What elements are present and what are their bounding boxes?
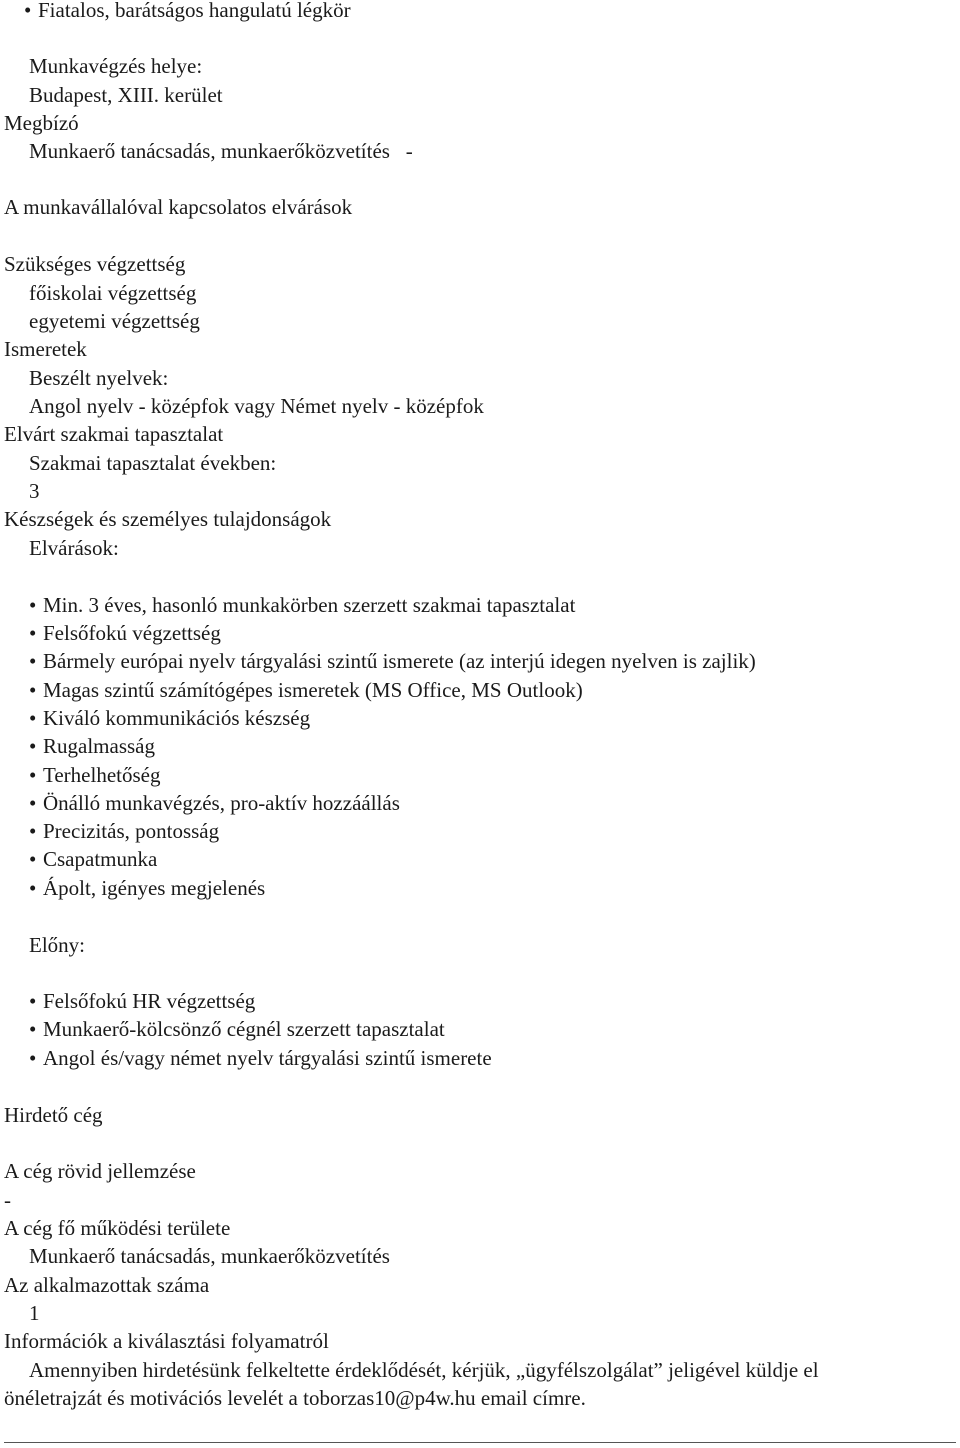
list-item-text: Min. 3 éves, hasonló munkakörben szerzett szakmai tapasztalat	[43, 593, 576, 617]
list-item-text: Ápolt, igényes megjelenés	[43, 876, 266, 900]
bullet-icon: •	[29, 1017, 37, 1041]
bullet-icon: •	[29, 649, 37, 673]
bullet-icon: •	[29, 706, 37, 730]
bullet-icon: •	[29, 876, 37, 900]
languages-label: Beszélt nyelvek:	[29, 366, 169, 390]
advertiser-heading: Hirdető cég	[4, 1103, 103, 1127]
list-item	[29, 647, 756, 675]
requirements-heading: A munkavállalóval kapcsolatos elvárások	[4, 195, 353, 219]
bullet-icon: •	[29, 819, 37, 843]
bullet-icon: •	[29, 734, 37, 758]
list-item-text: Precizitás, pontosság	[43, 819, 220, 843]
list-item-text: Fiatalos, barátságos hangulatú légkör	[38, 0, 351, 22]
bullet-icon: •	[29, 621, 37, 645]
experience-value: 3	[29, 479, 40, 503]
bullet-icon: •	[29, 1046, 37, 1070]
experience-heading: Elvárt szakmai tapasztalat	[4, 422, 224, 446]
education-item: egyetemi végzettség	[29, 309, 200, 333]
skills-heading: Készségek és személyes tulajdonságok	[4, 507, 332, 531]
bullet-icon: •	[29, 989, 37, 1013]
expectations-label: Elvárások:	[29, 536, 119, 560]
list-item-text: Felsőfokú végzettség	[43, 621, 221, 645]
list-item-text: Rugalmasság	[43, 734, 155, 758]
main-activity-heading: A cég fő működési területe	[4, 1216, 231, 1240]
list-item	[29, 676, 583, 704]
list-item	[29, 704, 310, 732]
client-value: Munkaerő tanácsadás, munkaerőközvetítés -	[29, 139, 413, 163]
list-item	[29, 1015, 445, 1043]
company-description-heading: A cég rövid jellemzése	[4, 1159, 196, 1183]
list-item-text: Magas szintű számítógépes ismeretek (MS Office, MS Outlook)	[43, 678, 583, 702]
list-item-text: Angol és/vagy német nyelv tárgyalási szintű ismerete	[43, 1046, 492, 1070]
bullet-icon: •	[29, 763, 37, 787]
list-item	[29, 732, 155, 760]
list-item-text: Bármely európai nyelv tárgyalási szintű ismerete (az interjú idegen nyelven is zajlik)	[43, 649, 756, 673]
bullet-icon: •	[29, 847, 37, 871]
list-item-text: Terhelhetőség	[43, 763, 161, 787]
workplace-value: Budapest, XIII. kerület	[29, 83, 223, 107]
list-item	[24, 0, 351, 24]
list-item	[29, 817, 219, 845]
list-item	[29, 619, 221, 647]
list-item-text: Önálló munkavégzés, pro-aktív hozzáállás	[43, 791, 400, 815]
bullet-icon: •	[29, 593, 37, 617]
list-item	[29, 761, 160, 789]
selection-text-line-1: Amennyiben hirdetésünk felkeltette érdeklődését, kérjük, „ügyfélszolgálat” jeligével küldje el	[29, 1358, 819, 1382]
list-item-text: Csapatmunka	[43, 847, 158, 871]
knowledge-heading: Ismeretek	[4, 337, 87, 361]
experience-label: Szakmai tapasztalat években:	[29, 451, 277, 475]
workplace-label: Munkavégzés helye:	[29, 54, 203, 78]
employees-heading: Az alkalmazottak száma	[4, 1273, 210, 1297]
list-item-text: Felsőfokú HR végzettség	[43, 989, 256, 1013]
bullet-icon: •	[24, 0, 32, 22]
list-item	[29, 789, 400, 817]
bottom-divider	[4, 1442, 956, 1443]
list-item-text: Kiváló kommunikációs készség	[43, 706, 311, 730]
list-item	[29, 845, 157, 873]
list-item	[29, 987, 255, 1015]
selection-text-line-2: önéletrajzát és motivációs levelét a toborzas10@p4w.hu email címre.	[4, 1386, 586, 1410]
employees-value: 1	[29, 1301, 40, 1325]
languages-value: Angol nyelv - középfok vagy Német nyelv - középfok	[29, 394, 484, 418]
education-heading: Szükséges végzettség	[4, 252, 186, 276]
list-item	[29, 1044, 492, 1072]
client-heading: Megbízó	[4, 111, 79, 135]
list-item	[29, 591, 575, 619]
selection-heading: Információk a kiválasztási folyamatról	[4, 1329, 329, 1353]
list-item-text: Munkaerő-kölcsönző cégnél szerzett tapasztalat	[43, 1017, 445, 1041]
education-item: főiskolai végzettség	[29, 281, 197, 305]
advantage-label: Előny:	[29, 933, 85, 957]
bullet-icon: •	[29, 678, 37, 702]
list-item	[29, 874, 265, 902]
main-activity-value: Munkaerő tanácsadás, munkaerőközvetítés	[29, 1244, 390, 1268]
company-description-value: -	[4, 1188, 11, 1212]
bullet-icon: •	[29, 791, 37, 815]
